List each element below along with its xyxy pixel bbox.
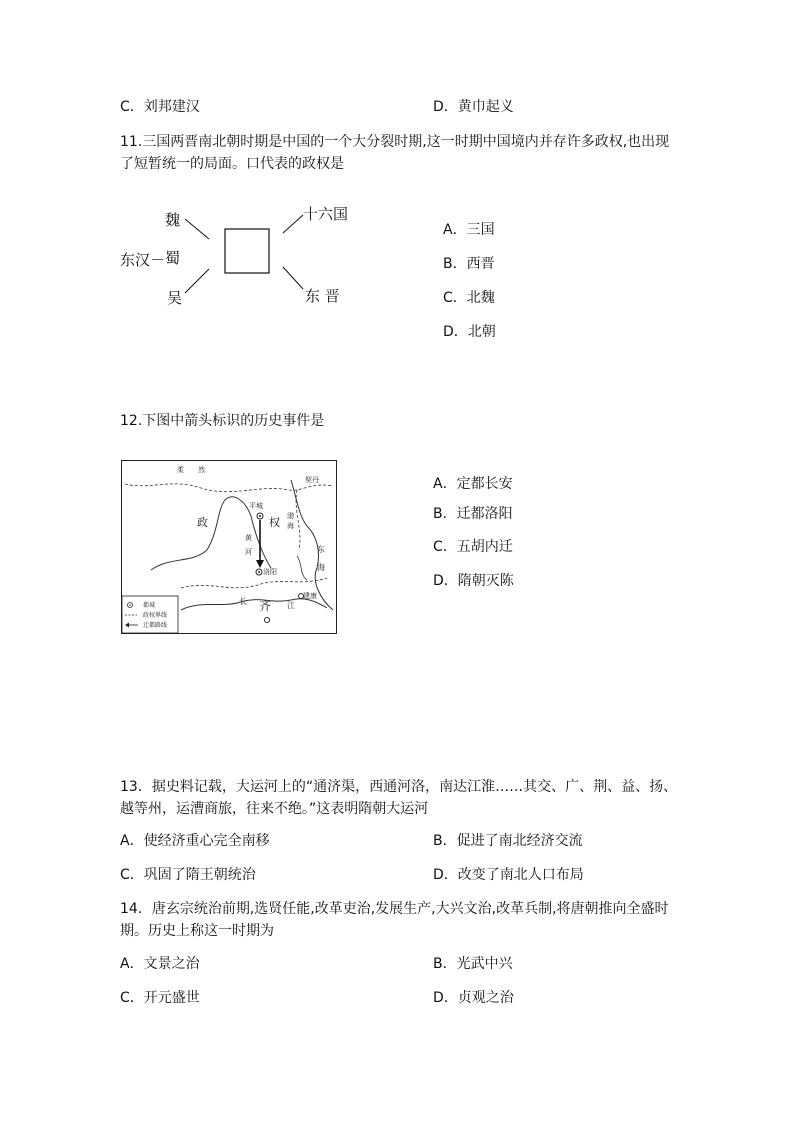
map-label-zheng: 政 <box>197 516 208 529</box>
map-label-bohai-2: 海 <box>287 522 294 530</box>
q12-option-c: C．五胡内迁 <box>433 539 513 555</box>
map-legend-capital: 都城 <box>143 602 156 609</box>
q14-option-d: D．贞观之治 <box>433 990 514 1006</box>
q11-option-d: D．北朝 <box>443 324 496 340</box>
q14-option-c: C．开元盛世 <box>120 990 200 1006</box>
q12-stem: 12.下图中箭头标识的历史事件是 <box>120 413 325 429</box>
q11-stem: 11.三国两晋南北朝时期是中国的一个大分裂时期,这一时期中国境内并存许多政权,也出现了短暂统一的局面。口代表的政权是 <box>120 134 670 172</box>
q13-option-a: A．使经济重心完全南移 <box>120 833 270 849</box>
map-legend-border: 政权界线 <box>143 612 168 619</box>
map-label-qi: 齐 <box>259 599 272 613</box>
q12-map <box>121 460 337 634</box>
map-label-huanghe-1: 黄 <box>245 534 252 542</box>
diagram-blank-box <box>225 229 269 273</box>
map-label-dong: 东 <box>317 545 325 554</box>
q13-option-c: C．巩固了隋王朝统治 <box>120 867 256 883</box>
map-label-rouran: 柔 然 <box>177 466 205 474</box>
map-label-pingcheng: 平城 <box>249 502 263 510</box>
map-label-jiang: 江 <box>287 601 295 610</box>
diagram-connector-dongjin <box>283 267 303 289</box>
q12-option-b: B．迁都洛阳 <box>433 506 513 522</box>
q13-option-d: D．改变了南北人口布局 <box>433 867 584 883</box>
q14-option-a: A．文景之治 <box>120 956 200 972</box>
q14-stem: 14．唐玄宗统治前期,选贤任能,改革吏治,发展生产,大兴文治,改革兵制,将唐朝推向全盛时期。历史上称这一时期为 <box>120 901 669 939</box>
q11-option-b: B．西晋 <box>443 256 495 272</box>
diagram-connector-wu <box>185 269 209 293</box>
map-label-hai: 海 <box>317 563 325 572</box>
diagram-label-wu: 吴 <box>167 289 183 307</box>
q13-stem: 13．据史料记载，大运河上的“通济渠，西通河洛，南达江淮……其交、广、荆、益、扬、越等州，运漕商旅，往来不绝。”这表明隋朝大运河 <box>120 779 678 817</box>
map-label-bohai-1: 渤 <box>287 512 294 520</box>
map-label-jiankang: 建康 <box>303 592 317 600</box>
q13-option-b: B．促进了南北经济交流 <box>433 833 583 849</box>
map-legend-route: 迁都路线 <box>143 622 168 629</box>
map-label-luoyang: 洛阳 <box>263 568 277 576</box>
q10-option-d: D．黄巾起义 <box>433 99 514 115</box>
q11-option-a: A．三国 <box>443 222 495 238</box>
map-label-chang: 长 <box>239 597 247 606</box>
diagram-label-shu: 蜀 <box>165 249 181 267</box>
q10-option-c: C．刘邦建汉 <box>120 99 200 115</box>
diagram-label-dongjin: 东 晋 <box>305 287 340 305</box>
q11-regime-diagram <box>115 195 355 315</box>
diagram-label-shiliuguo: 十六国 <box>303 205 349 223</box>
diagram-label-donghan: 东汉－ <box>120 251 166 269</box>
q12-option-a: A．定都长安 <box>433 476 513 492</box>
q12-option-d: D．隋朝灭陈 <box>433 573 514 589</box>
diagram-connector-wei <box>185 219 209 239</box>
diagram-connector-shiliuguo <box>283 215 303 233</box>
q11-option-c: C．北魏 <box>443 290 495 306</box>
map-label-huanghe-2: 河 <box>245 548 252 556</box>
map-label-quan: 权 <box>269 516 280 529</box>
q14-option-b: B．光武中兴 <box>433 956 513 972</box>
diagram-label-wei: 魏 <box>165 211 181 229</box>
map-label-qidan: 契丹 <box>305 476 319 484</box>
